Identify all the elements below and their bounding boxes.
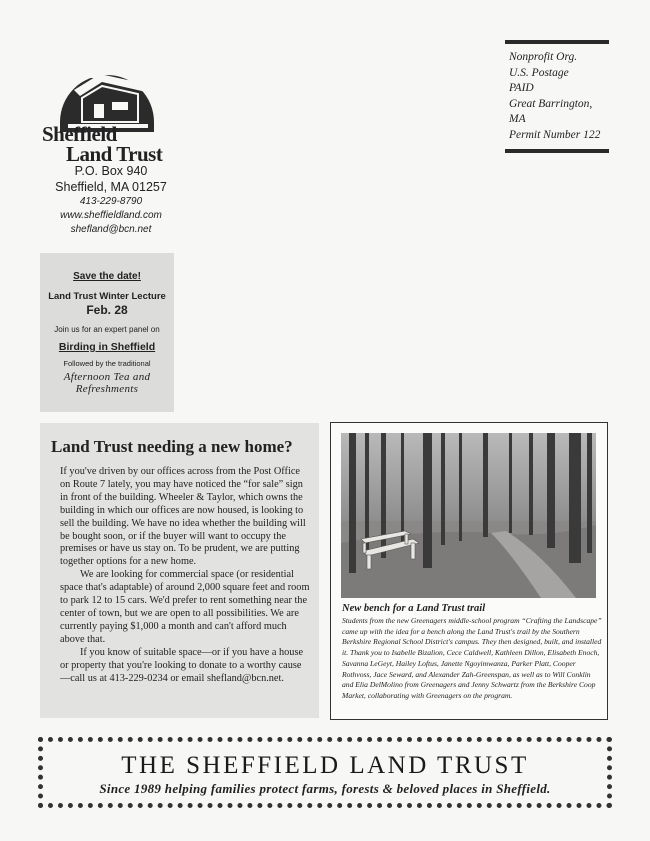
website-link[interactable]: www.sheffieldland.com [60, 210, 162, 221]
event-name: Land Trust Winter Lecture [48, 291, 166, 302]
save-the-date-panel [40, 253, 174, 412]
postage-line: Nonprofit Org. [509, 51, 578, 63]
save-the-date-title: Save the date! [73, 271, 141, 282]
event-topic: Birding in Sheffield [58, 341, 156, 353]
article-panel [40, 423, 319, 718]
email-link[interactable]: shefland@bcn.net [70, 224, 152, 235]
article-body [60, 466, 310, 685]
org-logo [42, 44, 172, 166]
tea-line2: Refreshments [75, 383, 139, 395]
banner-tagline: Since 1989 helping families protect farms, forests & beloved places in Sheffield. [99, 781, 551, 796]
photo-caption-title: New bench for a Land Trust trail [342, 603, 486, 614]
event-invite: Join us for an expert panel on [54, 325, 160, 334]
article-paragraph: If you know of suitable space—or if you have a house or property that you're looking to donate to a worthy cause—call us at 413-229-0234 or email shefland@bcn.net. [60, 646, 304, 684]
city-state-zip: Sheffield, MA 01257 [55, 180, 167, 194]
photo-feature [330, 422, 608, 720]
postage-line: Permit Number 122 [509, 128, 601, 141]
forest-bench-photo [341, 433, 596, 598]
barn-moon-logo-icon [54, 44, 160, 132]
postage-indicia [505, 40, 609, 153]
article-paragraph: We are looking for commercial space (or residential space that's adaptable) of around 2,000 square feet and room to park 12 to 15 cars. We'd prefer to rent something near the center of town, but we are open to all possibilities. We are currently paying $1,000 a month and can't afford much above that. [60, 569, 310, 645]
event-date: Feb. 28 [86, 303, 128, 317]
forest-trail-bench-icon [341, 433, 596, 598]
postage-line: PAID [509, 82, 534, 94]
org-name-line2: Land Trust [66, 142, 163, 166]
po-box: P.O. Box 940 [74, 164, 148, 178]
postage-bottom-rule [505, 149, 609, 153]
return-address [46, 163, 176, 237]
photo-caption-body: Students from the new Greenagers middle-school program “Crafting the Landscape” came up with the idea for a bench along the Land Trust's trail by the Southern Berkshire Regional School District's campus. They then designed, built, and installed it. Thank you to Isabelle Bizalion, Cece Caldwell, Kathleen Dillon, Elisabeth Enoch, Savanna LeGeyt, Hailey Loftus, Janette Ngoyimwanza, Parker Platt, Cooper Rothvoss, Jace Seward, and Alexander Zah-Greenspan, as well as to Will Conklin and Elia DelMolino from Greenagers and Jenny Schwartz from the Berkshire Coop Market, collaborating with Greenagers on the program. [342, 616, 602, 700]
event-followup: Followed by the traditional [63, 359, 151, 368]
article-headline: Land Trust needing a new home? [51, 437, 293, 456]
article-paragraph: If you've driven by our offices across from the Post Office on Route 7 lately, you may have noticed the “for sale” sign in front of the building. Wheeler & Taylor, which owns the building in which our offices are now housed, is looking to sell the building. We have no idea whether the building will be bought soon, or if the buyer will want to occupy the premises or have us stay on. To be prudent, we are putting together options for a new home. [60, 466, 306, 568]
footer-banner [38, 737, 612, 808]
org-name-line1: Sheffield [42, 122, 117, 146]
postage-line: Great Barrington, MA [509, 97, 593, 125]
banner-title: THE SHEFFIELD LAND TRUST [121, 752, 529, 779]
tea-line1: Afternoon Tea and [63, 371, 151, 383]
postage-line: U.S. Postage [509, 66, 569, 79]
tea-script [40, 371, 174, 395]
phone-number: 413-229-8790 [79, 196, 143, 207]
